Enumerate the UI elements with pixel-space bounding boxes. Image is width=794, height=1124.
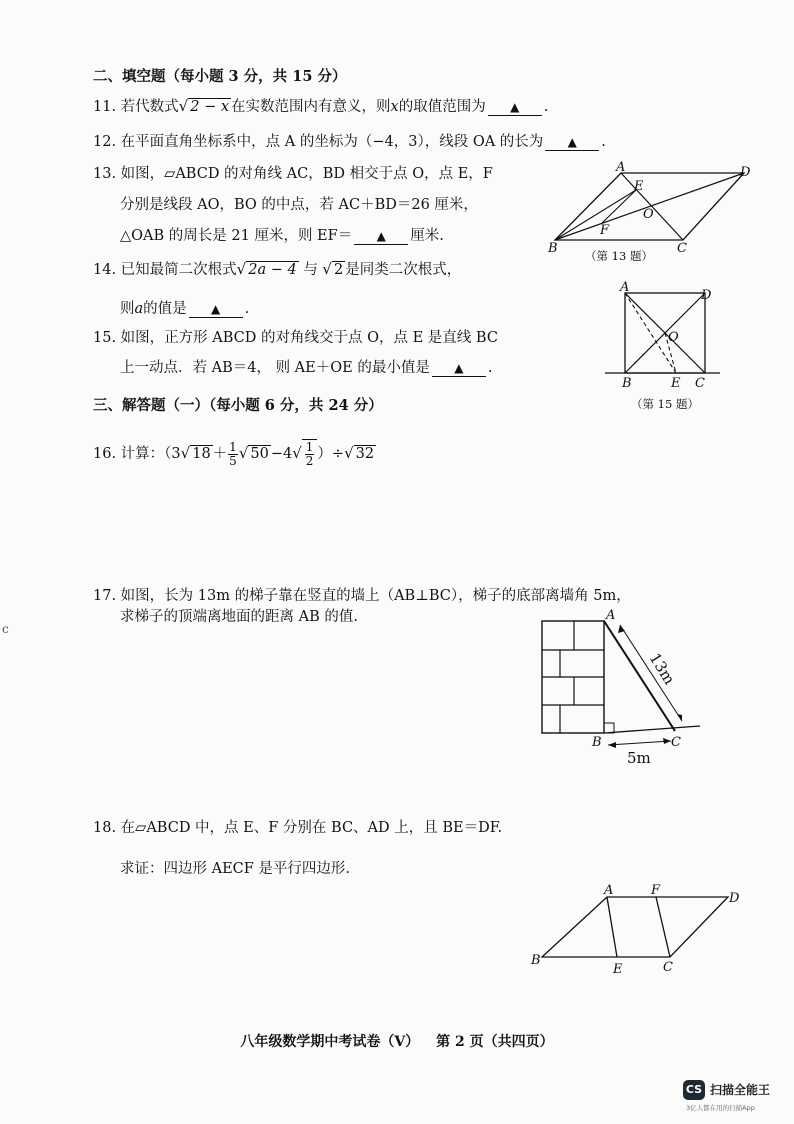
q11-text2: 的取值范围为 — [398, 99, 486, 115]
figure-13 — [540, 160, 770, 270]
question-12: 12. 在平面直角坐标系中，点 A 的坐标为（−4，3），线段 OA 的长为 ▲ . — [93, 134, 606, 150]
figure-18 — [525, 880, 755, 980]
q14-number: 14. — [93, 262, 117, 278]
fig15-label-b: B — [622, 376, 632, 391]
fig13-label-o: O — [643, 207, 654, 222]
question-14-line2: 则a的值是 ▲ . — [120, 301, 250, 317]
q16-radicand-32: 32 — [355, 446, 375, 462]
page-footer — [0, 1031, 794, 1051]
section-answer-header: 三、解答题（一）（每小题 6 分，共 24 分） — [93, 397, 383, 414]
question-11: 11. 若代数式√ 2 − x 在实数范围内有意义，则x的取值范围为 ▲ . — [93, 97, 549, 115]
scanner-tagline: 3亿人都在用的扫描App — [686, 1104, 755, 1112]
q12-text: 在平面直角坐标系中，点 A 的坐标为（−4，3），线段 OA 的长为 — [120, 134, 544, 150]
figure-15 — [600, 280, 730, 410]
fig18-label-d: D — [729, 891, 740, 906]
q12-number: 12. — [93, 134, 117, 150]
q16-radicand-18: 18 — [192, 446, 211, 462]
fig13-label-a: A — [616, 160, 626, 175]
q14-radicand-2: 2 — [333, 262, 344, 278]
question-18-line2: 求证：四边形 AECF 是平行四边形. — [120, 861, 351, 877]
q11-variable: x — [390, 99, 399, 115]
question-14: 14. 已知最简二次根式√ 2a − 4 与 √ 2 是同类二次根式， — [93, 260, 462, 278]
fig15-label-c: C — [695, 376, 705, 391]
fig15-label-o: O — [668, 330, 679, 345]
question-18-line1: 18. 在▱ABCD 中，点 E、F 分别在 BC、AD 上，且 BE＝DF. — [93, 820, 503, 836]
page-number: 第 2 页（共四页） — [436, 1034, 554, 1050]
question-17-line1: 17. 如图，长为 13m 的梯子靠在竖直的墙上（AB⊥BC），梯子的底部离墙角 5m， — [93, 588, 631, 604]
figure-17 — [530, 605, 730, 770]
q16-fraction: $\frac{1}{5}$ — [229, 439, 237, 468]
fig15-caption: （第 15 题） — [631, 397, 699, 411]
question-13-line3: △OAB 的周长是 21 厘米，则 EF＝ ▲ 厘米. — [120, 228, 444, 244]
q13-answer-blank[interactable]: ▲ — [354, 228, 408, 245]
fig18-label-e: E — [613, 962, 623, 977]
q11-answer-blank[interactable]: ▲ — [488, 99, 542, 116]
fig17-label-b: B — [592, 735, 602, 750]
question-13-line1: 13. 如图，▱ABCD 的对角线 AC，BD 相交于点 O，点 E，F — [93, 166, 493, 182]
fig13-label-c: C — [677, 241, 687, 256]
question-13-line2: 分别是线段 AO，BO 的中点，若 AC＋BD＝26 厘米， — [120, 197, 478, 213]
scanner-logo-icon: CS — [683, 1080, 705, 1100]
fig13-caption: （第 13 题） — [585, 249, 653, 263]
fig15-label-e: E — [671, 376, 681, 391]
fig15-label-a: A — [620, 280, 630, 295]
q14-answer-blank[interactable]: ▲ — [189, 301, 243, 318]
exam-title: 八年级数学期中考试卷（V） — [240, 1034, 420, 1050]
q13-number: 13. — [93, 166, 117, 182]
fig17-ladder-length: 13m — [645, 649, 679, 688]
fig13-label-e: E — [634, 179, 644, 194]
scanner-app-name: 扫描全能王 — [710, 1083, 771, 1097]
question-16: 16. 计算：（3√ 18 ＋ $\frac{1}{5}$ √ 50 −4√ $\frac{1}{2}$ ）÷√ 32 — [93, 439, 375, 468]
q16-radicand-50: 50 — [250, 446, 269, 462]
q12-answer-blank[interactable]: ▲ — [545, 134, 599, 151]
q16-radicand-half: $\frac{1}{2}$ — [302, 439, 318, 468]
question-15-line1: 15. 如图，正方形 ABCD 的对角线交于点 O，点 E 是直线 BC — [93, 330, 498, 346]
q11-text: 在实数范围内有意义，则 — [231, 99, 391, 115]
q11-radicand: 2 − x — [190, 99, 230, 115]
q15-answer-blank[interactable]: ▲ — [432, 360, 486, 377]
question-17-line2: 求梯子的顶端离地面的距离 AB 的值. — [120, 609, 358, 625]
fig13-label-f: F — [600, 223, 610, 238]
fig15-label-d: D — [701, 288, 712, 303]
scan-edge-mark: c — [2, 622, 9, 636]
fig13-label-b: B — [548, 241, 558, 256]
radical-sign: √ — [178, 97, 189, 115]
q11-number: 11. — [93, 99, 117, 115]
q11-prefix: 若代数式 — [120, 99, 179, 115]
q14-radicand-1: 2a − 4 — [248, 262, 297, 278]
fig17-label-a: A — [606, 608, 616, 623]
fig18-label-b: B — [531, 953, 541, 968]
fig17-base-length: 5m — [627, 749, 651, 767]
fig17-label-c: C — [671, 735, 681, 750]
question-15-line2: 上一动点．若 AB＝4， 则 AE＋OE 的最小值是 ▲ . — [120, 360, 493, 376]
fig18-label-f: F — [651, 883, 661, 898]
section-fill-header: 二、填空题（每小题 3 分，共 15 分） — [93, 68, 347, 85]
fig13-label-d: D — [740, 165, 751, 180]
fig18-label-a: A — [604, 883, 614, 898]
fig18-label-c: C — [663, 960, 673, 975]
